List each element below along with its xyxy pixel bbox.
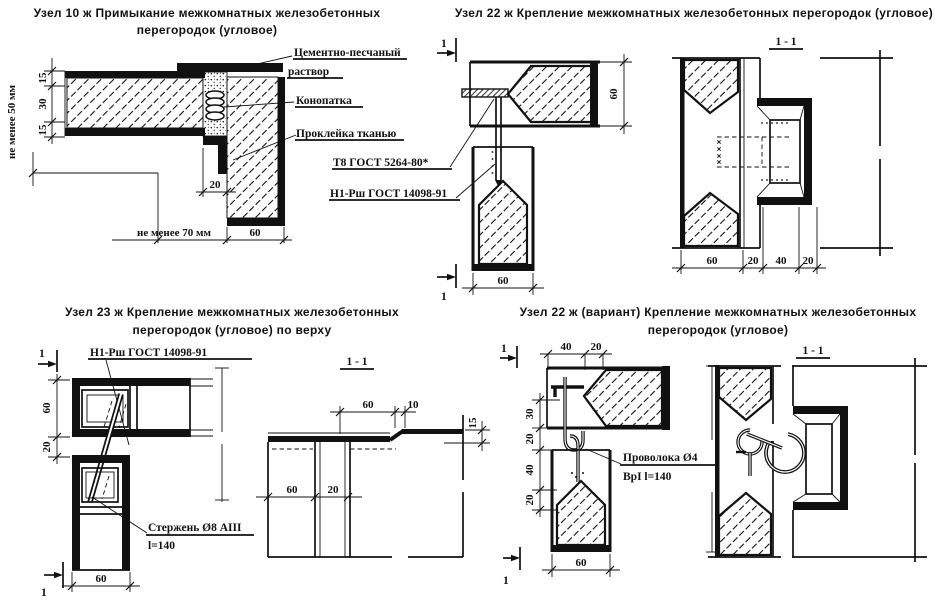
sec-dim-60: 60	[286, 484, 298, 496]
detail-uzel-22zh-variant	[500, 305, 927, 587]
stitch-dots	[761, 122, 788, 181]
sec-dim-20: 20	[327, 484, 339, 496]
detail4-title-line1: Узел 22 ж (вариант) Крепление межкомнатных железобетонных	[519, 305, 917, 319]
dim-20-left: 20	[41, 441, 53, 453]
section-marker-label: 1	[39, 348, 45, 360]
dim-15-top: 15	[37, 72, 49, 84]
dim-40: 40	[524, 464, 536, 476]
dim-20b: 20	[524, 494, 536, 506]
label-rod-line1: Стержень Ø8 АIII	[148, 522, 242, 534]
detail3-section-marker-top	[38, 348, 57, 372]
detail3-section-1-1	[256, 356, 490, 557]
diagonal-rod	[90, 394, 126, 502]
caulking-coil	[206, 91, 224, 120]
detail-uzel-23zh	[38, 305, 490, 599]
steel-strap	[268, 436, 390, 442]
dim-40-top: 40	[560, 341, 572, 353]
detail3-section-marker-bottom	[41, 562, 63, 599]
label-wire-line1: Проволока Ø4	[623, 452, 698, 464]
detail3-title-line1: Узел 23 ж Крепление межкомнатных железобетонных	[65, 305, 399, 319]
wall-hatch	[67, 78, 203, 128]
dim-15-bottom: 15	[37, 124, 49, 136]
section-1-1-label: 1 - 1	[775, 36, 797, 48]
dim-60: 60	[249, 227, 261, 239]
mortar-cap	[177, 63, 283, 72]
section-1-1-label: 1 - 1	[802, 345, 824, 357]
dim-60-bottom: 60	[497, 275, 509, 287]
section-1-1-label: 1 - 1	[346, 356, 368, 368]
sec-dim-10: 10	[407, 399, 419, 411]
sec-dim-40: 40	[775, 255, 787, 267]
label-caulking: Конопатка	[296, 95, 352, 107]
slot-bracket	[757, 98, 812, 205]
dim-min-70mm: не менее 70 мм	[137, 227, 211, 239]
label-n1-gost: Н1-Рш ГОСТ 14098-91	[90, 347, 208, 359]
dim-30: 30	[524, 408, 536, 420]
detail4-section-marker-bottom	[503, 547, 520, 587]
detail4-section-1-1	[708, 345, 927, 562]
label-wire-line2: ВрI l=140	[623, 471, 672, 483]
label-n1-gost: Н1-Рш ГОСТ 14098-91	[330, 188, 448, 200]
detail4-dimensions-left	[524, 393, 560, 517]
detail1-title-line1: Узел 10 ж Примыкание межкомнатных железобетонных	[33, 6, 381, 20]
section-marker-label: 1	[441, 38, 447, 50]
dim-30: 30	[37, 98, 49, 110]
label-cement-mortar-line2: раствор	[288, 66, 330, 78]
detail2-section-marker-bottom	[437, 264, 456, 303]
section-marker-label: 1	[441, 291, 447, 303]
section-marker-label: 1	[501, 343, 507, 355]
label-cement-mortar-line1: Цементно-песчаный	[294, 47, 401, 59]
detail-uzel-10zh	[6, 6, 407, 244]
dim-60-bottom: 60	[95, 573, 107, 585]
dim-60-bottom: 60	[575, 557, 587, 569]
section-marker-label: 1	[503, 575, 509, 587]
section-marker-label: 1	[41, 587, 47, 599]
dim-20: 20	[209, 179, 221, 191]
detail1-plan-view	[65, 63, 285, 226]
detail2-section-1-1	[672, 36, 893, 274]
detail1-title-line2: перегородок (угловое)	[136, 23, 278, 37]
dim-60-left: 60	[41, 402, 53, 414]
label-t8-gost: Т8 ГОСТ 5264-80*	[333, 157, 429, 169]
detail3-title-line2: перегородок (угловое) по верху	[132, 323, 332, 337]
sec-dim-60-top: 60	[362, 399, 374, 411]
detail2-title: Узел 22 ж Крепление межкомнатных железобетонных перегородок (угловое)	[454, 6, 934, 20]
detail4-section-marker-top	[500, 343, 517, 368]
dim-min-50mm: не менее 50 мм	[6, 85, 18, 159]
dim-20a: 20	[524, 433, 536, 445]
dim-20-top: 20	[590, 341, 602, 353]
detail4-title-line2: перегородок (угловое)	[647, 323, 789, 337]
dim-60-right: 60	[608, 88, 620, 100]
detail2-plan-view	[462, 62, 600, 271]
detail-uzel-22zh	[329, 6, 933, 303]
hidden-anchor	[717, 137, 790, 167]
sec-dim-20: 20	[747, 255, 759, 267]
detail2-section-marker-top	[437, 38, 456, 62]
detail4-dimensions-top	[540, 341, 612, 370]
label-fabric-glue: Проклейка тканью	[296, 128, 397, 140]
anchor-plate	[462, 89, 508, 97]
detail4-dimensions-bottom	[542, 554, 620, 577]
sec-dim-60: 60	[706, 255, 718, 267]
sec-dim-20b: 20	[802, 255, 814, 267]
label-rod-line2: l=140	[148, 540, 175, 552]
wire-hooks-section	[736, 424, 804, 476]
sec-dim-15: 15	[467, 417, 479, 429]
